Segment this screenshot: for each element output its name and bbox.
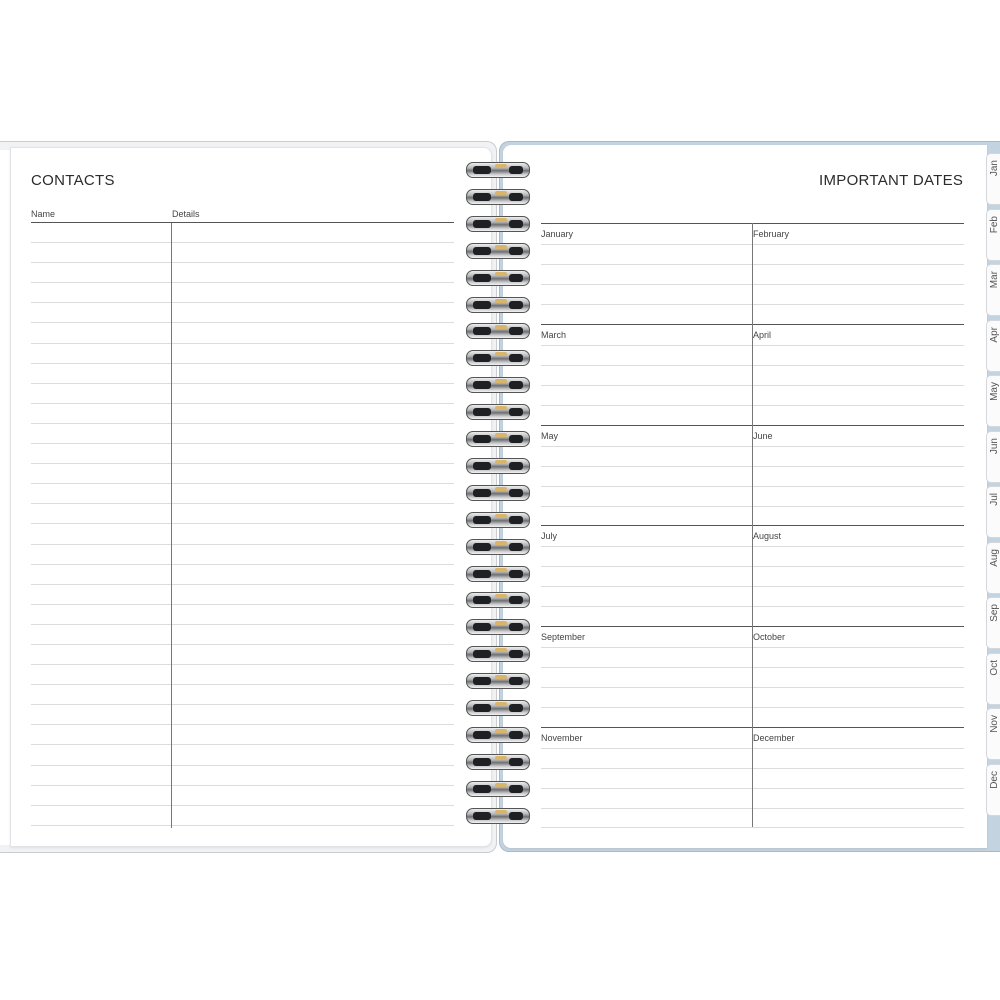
month-box-may[interactable] [541,425,752,525]
dates-column-divider [752,223,753,828]
writing-line [541,647,752,648]
contacts-row[interactable] [31,625,454,645]
contacts-row[interactable] [31,806,454,826]
spiral-ring [466,646,530,662]
contacts-row[interactable] [31,384,454,404]
month-tab-dec[interactable] [986,764,1000,816]
month-label: March [541,329,567,340]
writing-line [541,486,752,487]
writing-line [753,304,964,305]
spiral-ring [466,162,530,178]
contacts-row[interactable] [31,766,454,786]
writing-line [753,667,964,668]
writing-line [541,768,752,769]
month-tab-mar[interactable] [986,264,1000,316]
writing-line [753,466,964,467]
month-tab-feb[interactable] [986,209,1000,261]
writing-line [753,506,964,507]
month-label: August [753,531,782,542]
spiral-ring [466,727,530,743]
month-tab-label: Aug [989,548,1000,567]
month-box-december[interactable] [753,727,964,827]
contacts-title: CONTACTS [31,172,115,189]
contacts-row[interactable] [31,504,454,524]
month-tab-label: Jan [989,160,1000,177]
contacts-row[interactable] [31,364,454,384]
writing-line [753,264,964,265]
month-box-august[interactable] [753,525,964,625]
month-box-january[interactable] [541,223,752,323]
spiral-ring [466,377,530,393]
month-tab-label: Dec [989,770,1000,789]
contacts-row[interactable] [31,685,454,705]
writing-line [753,748,964,749]
month-tab-may[interactable] [986,375,1000,427]
contacts-row[interactable] [31,283,454,303]
writing-line [541,586,752,587]
spiral-ring [466,673,530,689]
month-label: January [541,229,574,239]
month-label: April [753,329,772,340]
contacts-row[interactable] [31,705,454,725]
writing-line [753,687,964,688]
spiral-ring [466,485,530,501]
contacts-row[interactable] [31,725,454,745]
month-tab-label: Jul [989,493,1000,506]
spiral-binding [466,162,532,832]
month-tab-sep[interactable] [986,597,1000,649]
writing-line [541,808,752,809]
month-label: May [541,430,559,441]
month-tab-label: Jun [989,437,1000,454]
spiral-ring [466,243,530,259]
contacts-row[interactable] [31,263,454,283]
month-tab-label: Nov [989,715,1000,733]
month-label: December [753,733,795,743]
writing-line [753,385,964,386]
writing-line [753,365,964,366]
writing-line [753,788,964,789]
contacts-row[interactable] [31,745,454,765]
spiral-ring [466,270,530,286]
spiral-ring [466,808,530,824]
column-header-name: Name [31,209,56,219]
month-label: November [541,733,583,743]
month-tab-label: Oct [989,659,1000,676]
spiral-ring [466,189,530,205]
writing-line [541,687,752,688]
month-tab-label: Mar [989,271,1000,289]
month-box-march[interactable] [541,324,752,424]
spiral-ring [466,512,530,528]
contacts-row[interactable] [31,565,454,585]
writing-line [541,466,752,467]
month-label: October [753,632,786,643]
writing-line [541,788,752,789]
writing-line [753,586,964,587]
writing-line [753,768,964,769]
month-tab-jan[interactable] [986,153,1000,205]
spiral-ring [466,754,530,770]
dates-bottom-rule [541,827,964,828]
writing-line [753,284,964,285]
month-tab-label: Sep [989,604,1000,622]
writing-line [753,486,964,487]
month-tab-jun[interactable] [986,431,1000,483]
contacts-row[interactable] [31,605,454,625]
month-box-february[interactable] [753,223,964,323]
month-tab-label: Feb [989,215,1000,233]
month-tab-aug[interactable] [986,542,1000,594]
spiral-ring [466,431,530,447]
writing-line [753,244,964,245]
month-tab-nov[interactable] [986,708,1000,760]
month-box-june[interactable] [753,425,964,525]
writing-line [753,446,964,447]
writing-line [753,647,964,648]
month-tab-label: May [989,382,1000,401]
spiral-ring [466,566,530,582]
contacts-row[interactable] [31,524,454,544]
writing-line [753,808,964,809]
writing-line [753,566,964,567]
month-tab-label: Apr [989,326,1000,343]
writing-line [541,707,752,708]
writing-line [541,667,752,668]
writing-line [541,345,752,346]
month-label: September [541,632,586,643]
spiral-ring [466,350,530,366]
contacts-row[interactable] [31,344,454,364]
writing-line [541,304,752,305]
month-tabs [986,153,1000,843]
writing-line [541,244,752,245]
spiral-ring [466,404,530,420]
writing-line [541,566,752,567]
spiral-ring [466,216,530,232]
month-label: June [753,430,773,441]
writing-line [541,506,752,507]
writing-line [753,606,964,607]
writing-line [541,748,752,749]
month-tab-apr[interactable] [986,320,1000,372]
column-header-details: Details [172,209,200,219]
writing-line [541,385,752,386]
contacts-row[interactable] [31,545,454,565]
contacts-column-divider [171,223,172,828]
writing-line [541,546,752,547]
writing-line [541,264,752,265]
spiral-ring [466,297,530,313]
writing-line [541,405,752,406]
contacts-row[interactable] [31,323,454,343]
writing-line [753,707,964,708]
contacts-row[interactable] [31,464,454,484]
month-tab-oct[interactable] [986,653,1000,705]
contacts-row[interactable] [31,585,454,605]
month-label: February [753,229,790,239]
contacts-row[interactable] [31,243,454,263]
writing-line [753,345,964,346]
spiral-ring [466,539,530,555]
contacts-row[interactable] [31,786,454,806]
month-box-november[interactable] [541,727,752,827]
contacts-row[interactable] [31,665,454,685]
contacts-row[interactable] [31,223,454,243]
month-box-october[interactable] [753,626,964,726]
spiral-ring [466,323,530,339]
spiral-ring [466,700,530,716]
month-tab-jul[interactable] [986,486,1000,538]
writing-line [753,546,964,547]
spiral-ring [466,458,530,474]
contacts-row[interactable] [31,484,454,504]
writing-line [753,405,964,406]
spiral-ring [466,781,530,797]
month-box-july[interactable] [541,525,752,625]
writing-line [541,365,752,366]
writing-line [541,606,752,607]
important-dates-title: IMPORTANT DATES [819,172,964,189]
spiral-ring [466,592,530,608]
month-box-april[interactable] [753,324,964,424]
contacts-row[interactable] [31,404,454,424]
contacts-row[interactable] [31,645,454,665]
month-box-september[interactable] [541,626,752,726]
writing-line [541,284,752,285]
spiral-ring [466,619,530,635]
contacts-table [31,223,454,828]
month-label: July [541,531,558,542]
contacts-row[interactable] [31,303,454,323]
contacts-row[interactable] [31,424,454,444]
writing-line [541,446,752,447]
contacts-row[interactable] [31,444,454,464]
